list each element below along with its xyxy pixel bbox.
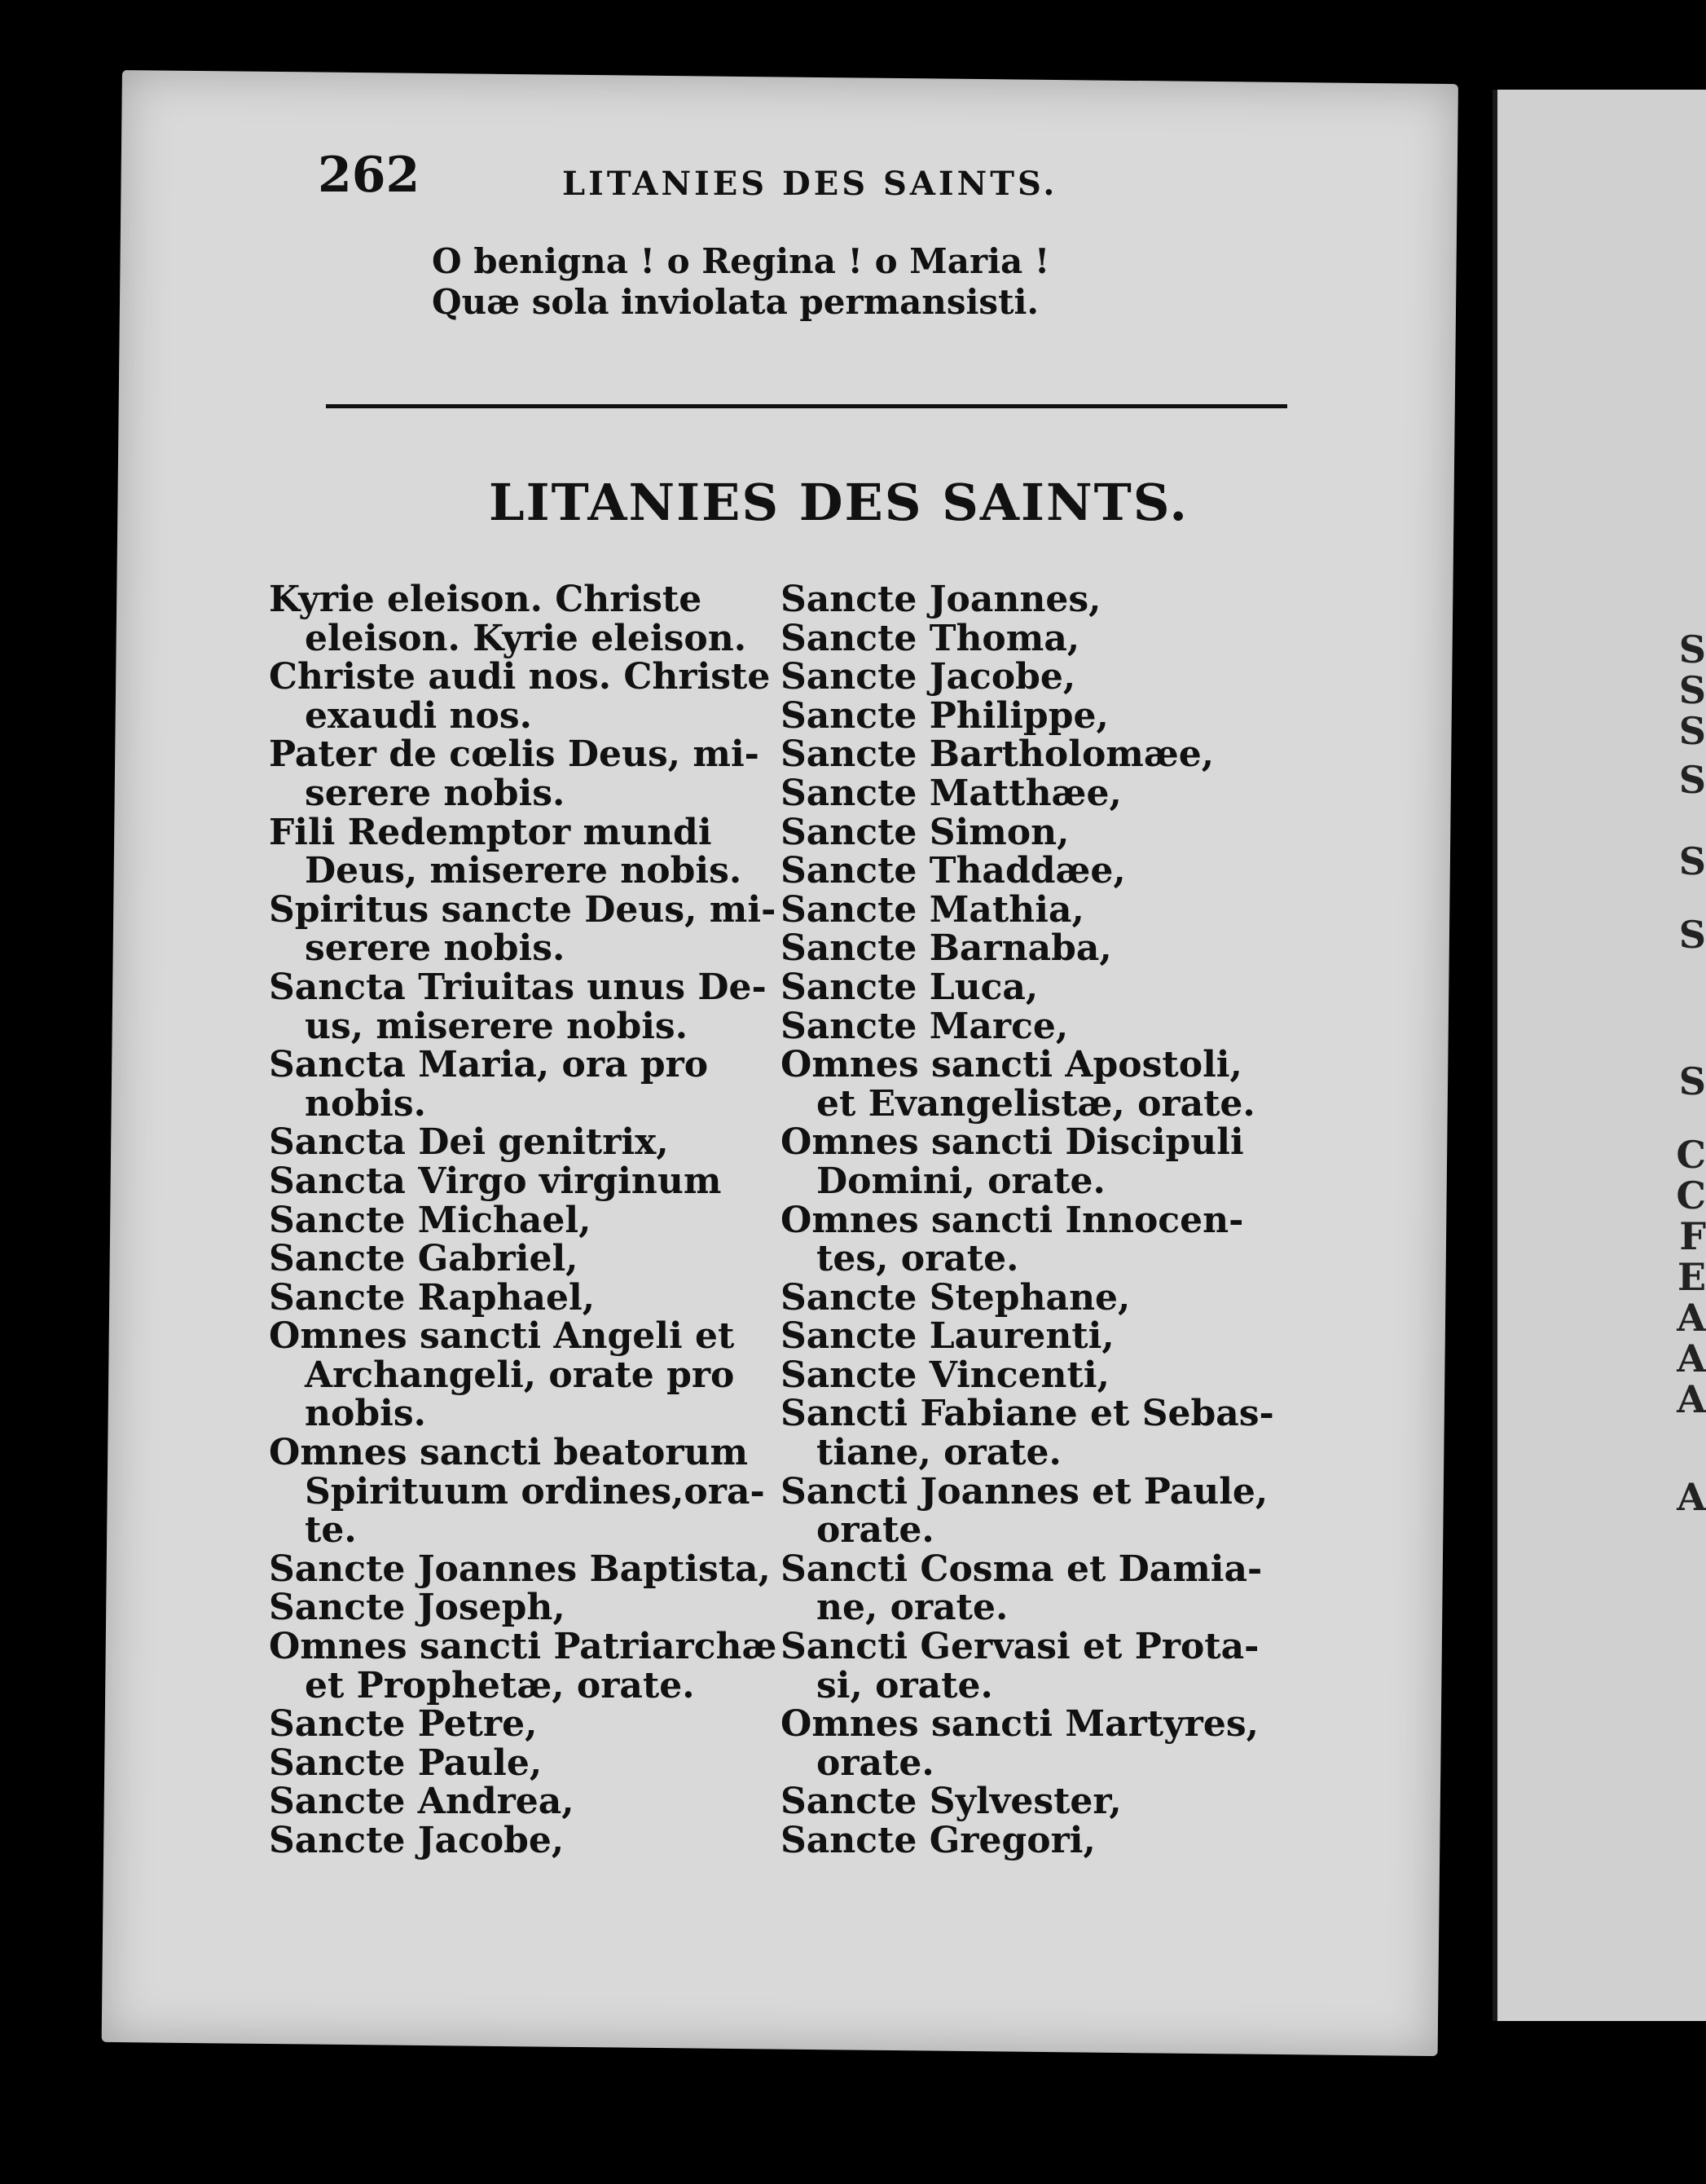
litany-line: Sancte Simon, bbox=[780, 811, 1070, 853]
litany-line: Sancte Vincenti, bbox=[780, 1354, 1110, 1396]
litany-line: tes, orate. bbox=[816, 1238, 1019, 1280]
litany-line: Sancte Stephane, bbox=[780, 1276, 1131, 1319]
litany-line: Omnes sancti Innocen- bbox=[780, 1199, 1244, 1241]
litany-line: et Prophetæ, orate. bbox=[305, 1664, 695, 1706]
litany-line: Sancte Jacobe, bbox=[269, 1820, 565, 1861]
page-number: 262 bbox=[318, 147, 420, 204]
litany-line: et Evangelistæ, orate. bbox=[816, 1082, 1255, 1125]
facing-page-fragment: E bbox=[1677, 1255, 1706, 1299]
litany-line: tiane, orate. bbox=[816, 1432, 1062, 1474]
litany-line: Sancte Bartholomæe, bbox=[780, 733, 1215, 776]
litany-line: Sancte Laurenti, bbox=[780, 1315, 1115, 1358]
litany-line: Sancte Mathia, bbox=[780, 888, 1084, 931]
litany-line: Sancte Barnaba, bbox=[780, 927, 1112, 970]
litany-line: Sancte Joannes, bbox=[780, 579, 1101, 620]
litany-line: Sancte Philippe, bbox=[780, 694, 1109, 737]
litany-line: Sancti Gervasi et Prota- bbox=[780, 1626, 1260, 1668]
litany-line: Kyrie eleison. Christe bbox=[269, 579, 702, 620]
litany-line: Archangeli, orate pro bbox=[305, 1354, 735, 1396]
litany-line: Omnes sancti Apostoli, bbox=[780, 1044, 1242, 1086]
litany-line: Fili Redemptor mundi bbox=[269, 811, 712, 853]
facing-page-fragment: S bbox=[1678, 758, 1706, 802]
facing-page-fragment: S bbox=[1678, 913, 1706, 957]
facing-page-fragment: S bbox=[1678, 709, 1706, 753]
litany-line: Sancte Thaddæe, bbox=[780, 850, 1126, 892]
section-divider bbox=[326, 404, 1287, 408]
litany-line: Spirituum ordines,ora- bbox=[305, 1470, 765, 1513]
litany-line: eleison. Kyrie eleison. bbox=[305, 617, 747, 659]
litany-line: exaudi nos. bbox=[305, 694, 532, 737]
litany-line: Sancte Thoma, bbox=[780, 617, 1080, 659]
litany-line: Sancti Fabiane et Sebas- bbox=[780, 1393, 1274, 1435]
facing-page-fragment: C bbox=[1676, 1133, 1706, 1177]
litany-line: te. bbox=[305, 1509, 357, 1552]
facing-page-fragment: F bbox=[1679, 1214, 1706, 1258]
page-header bbox=[318, 147, 1067, 204]
litany-line: Sancte Michael, bbox=[269, 1199, 591, 1241]
litany-line: Sancte Jacobe, bbox=[780, 656, 1076, 698]
litany-line: serere nobis. bbox=[305, 927, 565, 970]
litany-line: Sancte Joseph, bbox=[269, 1587, 565, 1629]
facing-page-fragment: A bbox=[1677, 1377, 1706, 1421]
litany-line: Sancta Triuitas unus De- bbox=[269, 966, 767, 1008]
left-column bbox=[269, 579, 777, 1861]
litany-line: Omnes sancti beatorum bbox=[269, 1432, 749, 1474]
litany-line: serere nobis. bbox=[305, 772, 565, 814]
litany-line: Spiritus sancte Deus, mi- bbox=[269, 888, 776, 931]
litany-line: Deus, miserere nobis. bbox=[305, 850, 742, 892]
verse-line: O benigna ! o Regina ! o Maria ! bbox=[432, 241, 1050, 281]
facing-page-fragment: C bbox=[1676, 1173, 1706, 1217]
litany-line: Sancta Dei genitrix, bbox=[269, 1121, 669, 1164]
litany-line: Sancte Raphael, bbox=[269, 1276, 596, 1319]
litany-line: Sancti Joannes et Paule, bbox=[780, 1470, 1269, 1513]
facing-page-fragment: S bbox=[1678, 668, 1706, 712]
facing-page-fragment: A bbox=[1677, 1296, 1706, 1340]
litany-line: Sancte Luca, bbox=[780, 966, 1039, 1008]
litany-line: us, miserere nobis. bbox=[305, 1005, 688, 1047]
facing-page-fragment: A bbox=[1677, 1475, 1706, 1519]
litany-line: Sancte Paule, bbox=[269, 1741, 543, 1784]
litany-line: orate. bbox=[816, 1509, 934, 1552]
litany-line: ne, orate. bbox=[816, 1587, 1009, 1629]
litany-line: orate. bbox=[816, 1741, 934, 1784]
litany-line: Sancte Andrea, bbox=[269, 1781, 574, 1823]
litany-line: Omnes sancti Patriarchæ bbox=[269, 1626, 777, 1668]
running-head: LITANIES DES SAINTS. bbox=[562, 165, 1058, 203]
litany-line: Sancte Marce, bbox=[780, 1005, 1069, 1047]
litany-line: Sancte Gregori, bbox=[780, 1820, 1096, 1861]
litany-line: Sancte Sylvester, bbox=[780, 1781, 1122, 1823]
facing-page-fragment: S bbox=[1678, 627, 1706, 671]
litany-line: Domini, orate. bbox=[816, 1160, 1106, 1202]
facing-page-fragment: S bbox=[1678, 1059, 1706, 1103]
facing-page bbox=[1493, 90, 1706, 2021]
litany-line: Sancte Joannes Baptista, bbox=[269, 1548, 771, 1590]
right-column bbox=[780, 580, 1277, 1860]
litany-line: Omnes sancti Martyres, bbox=[780, 1703, 1259, 1746]
litany-line: Sancta Virgo virginum bbox=[269, 1160, 722, 1202]
litany-line: nobis. bbox=[305, 1082, 426, 1125]
litany-line: Sancte Matthæe, bbox=[780, 772, 1122, 814]
litany-line: nobis. bbox=[305, 1393, 426, 1435]
facing-page-fragment: A bbox=[1677, 1336, 1706, 1380]
litany-line: Omnes sancti Discipuli bbox=[780, 1121, 1244, 1164]
litany-line: Sancte Gabriel, bbox=[269, 1238, 578, 1280]
verse-block bbox=[432, 241, 1049, 323]
litany-line: Sancti Cosma et Damia- bbox=[780, 1548, 1263, 1590]
litany-line: Sancta Maria, ora pro bbox=[269, 1044, 709, 1086]
facing-page-fragment: S bbox=[1678, 839, 1706, 883]
litany-line: Sancte Petre, bbox=[269, 1703, 538, 1746]
litany-line: Omnes sancti Angeli et bbox=[269, 1315, 735, 1358]
section-title: LITANIES DES SAINTS. bbox=[489, 473, 1189, 532]
litany-line: Christe audi nos. Christe bbox=[269, 656, 771, 698]
litany-line: Pater de cœlis Deus, mi- bbox=[269, 733, 759, 776]
verse-line: Quæ sola inviolata permansisti. bbox=[432, 282, 1040, 322]
litany-line: si, orate. bbox=[816, 1664, 993, 1706]
